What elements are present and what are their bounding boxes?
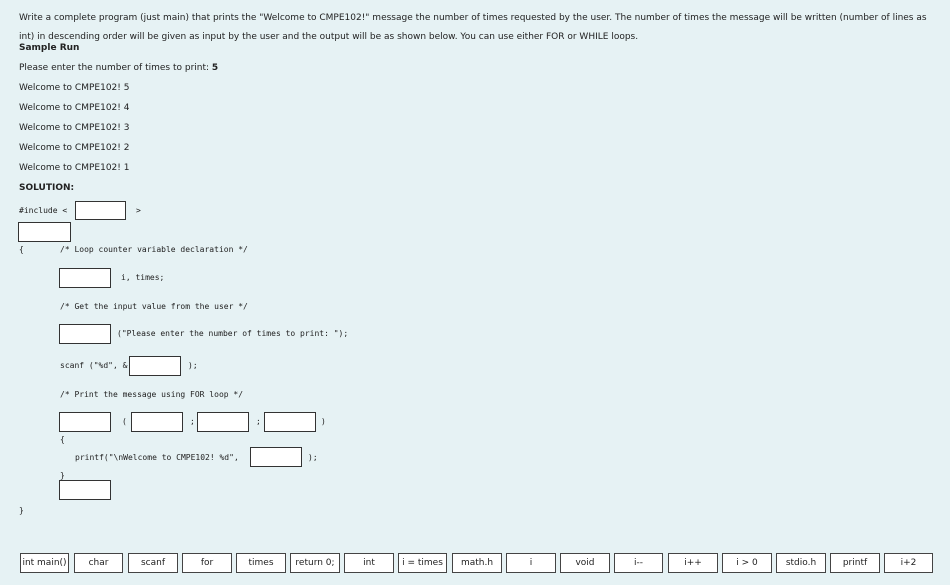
printf-suffix: ); [308,453,318,462]
drop-slot-loop-update[interactable] [264,412,316,432]
loop-open-brace: { [60,435,65,444]
drop-slot-scanf-variable[interactable] [129,356,181,376]
solution-heading: SOLUTION: [19,183,75,193]
choice-return-0[interactable]: return 0; [290,553,340,573]
sample-run-heading: Sample Run [19,43,80,53]
choice-scanf[interactable]: scanf [128,553,178,573]
sample-prompt-line [19,63,218,73]
comment-loop: /* Print the message using FOR loop */ [60,390,244,399]
choice-stdio-h[interactable]: stdio.h [776,553,826,573]
choice-i-increment[interactable]: i++ [668,553,718,573]
choice-i-equals-times[interactable]: i = times [398,553,447,573]
drop-slot-include-header[interactable] [75,201,126,220]
include-prefix: #include < [19,206,68,215]
declaration-suffix: i, times; [121,273,165,282]
drop-slot-output-function[interactable] [59,324,111,344]
sample-output-line-5: Welcome to CMPE102! 1 [19,163,130,173]
drop-slot-loop-condition[interactable] [197,412,249,432]
sample-output-line-3: Welcome to CMPE102! 3 [19,123,130,133]
include-suffix: > [136,206,141,215]
choice-i-plus-2[interactable]: i+2 [884,553,933,573]
sample-output-line-1: Welcome to CMPE102! 5 [19,83,130,93]
choice-i-greater-than-0[interactable]: i > 0 [722,553,772,573]
printf-prefix: printf("\nWelcome to CMPE102! %d", [75,453,239,462]
choice-void[interactable]: void [560,553,610,573]
sample-prompt-text: Please enter the number of times to print: [19,63,212,73]
sample-output-line-4: Welcome to CMPE102! 2 [19,143,130,153]
drop-slot-variable-type[interactable] [59,268,111,288]
choice-i-decrement[interactable]: i-- [614,553,663,573]
for-paren-open: ( [122,417,127,426]
choice-int[interactable]: int [344,553,394,573]
choice-i[interactable]: i [506,553,556,573]
comment-input: /* Get the input value from the user */ [60,302,248,311]
scanf-suffix: ); [188,361,198,370]
choice-int-main[interactable]: int main() [20,553,69,573]
main-close-brace: } [19,506,24,515]
scanf-prefix: scanf ("%d", & [60,361,128,370]
drop-slot-loop-init[interactable] [131,412,183,432]
for-paren-close: ) [321,417,326,426]
drop-slot-main-signature[interactable] [18,222,71,242]
choice-char[interactable]: char [74,553,123,573]
choice-math-h[interactable]: math.h [452,553,502,573]
sample-prompt-value: 5 [211,63,219,73]
comment-declaration: /* Loop counter variable declaration */ [60,245,248,254]
drop-slot-loop-keyword[interactable] [59,412,111,432]
choice-printf[interactable]: printf [830,553,880,573]
for-semicolon-2: ; [256,417,261,426]
choice-times[interactable]: times [236,553,286,573]
main-open-brace: { [19,245,24,254]
drop-slot-printf-variable[interactable] [250,447,302,467]
choice-for[interactable]: for [182,553,232,573]
for-semicolon-1: ; [190,417,195,426]
question-text: Write a complete program (just main) that prints the "Welcome to CMPE102!" message the number of times requested by the user. The number of times the message will be written (number of lines as int) in descending order will be given as input by the user and the output will be as shown below. You can use either FOR or WHILE loops. [19,13,927,42]
sample-output-line-2: Welcome to CMPE102! 4 [19,103,130,113]
loop-close-brace: } [60,471,65,480]
input-call-suffix: ("Please enter the number of times to print: "); [117,329,349,338]
drop-slot-return-statement[interactable] [59,480,111,500]
